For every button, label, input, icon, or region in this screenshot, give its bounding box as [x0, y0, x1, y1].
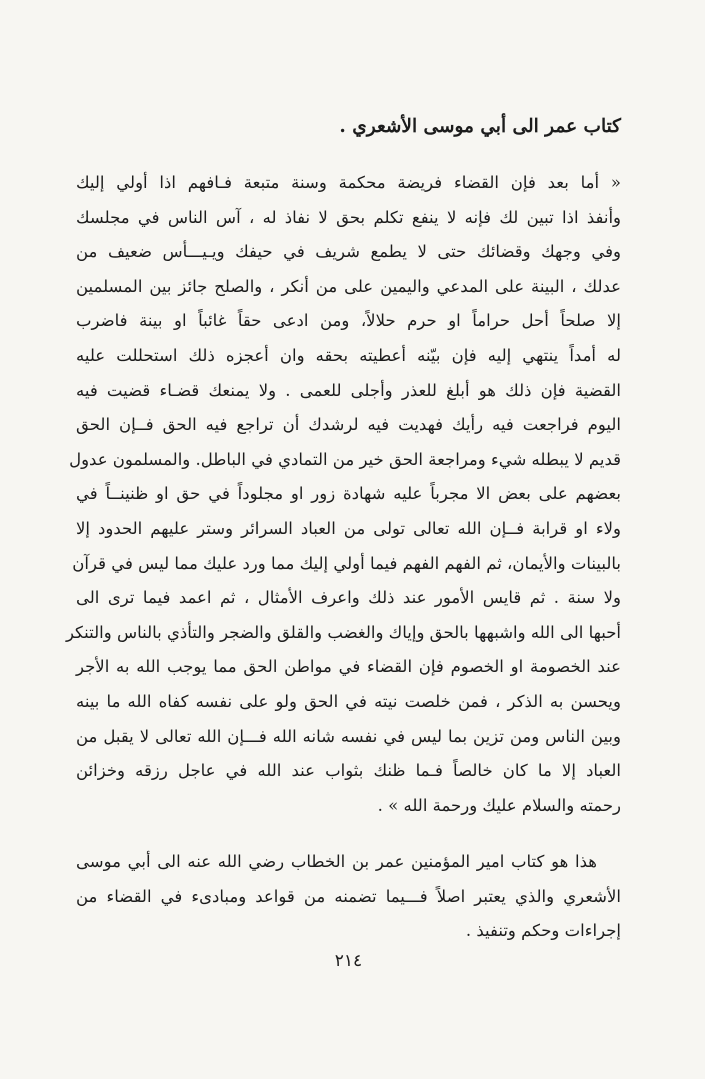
text-line: اليوم فراجعت فيه رأيك فهديت فيه لرشدك أن تراجع فيه الحق فــإن الحق	[76, 415, 621, 435]
text-line: إلا صلحاً أحل حراماً او حرم حلالاً، ومن ادعى حقاً غائباً او بينة فاضرب	[76, 311, 621, 331]
text-line: بالبينات والأيمان، ثم الفهم الفهم فيما أولي إليك مما ورد عليك مما ليس في قرآن	[72, 553, 621, 573]
text-line: إجراءات وحكم وتنفيذ .	[465, 921, 621, 941]
text-line: أحبها الى الله واشبهها بالحق وإياك والغضب والقلق والضجر والتأذي بالناس والتنكر	[65, 622, 621, 642]
text-line: القضية فإن ذلك هو أبلغ للعذر وأجلى للعمى . ولا يمنعك قضـاء قضيت فيه	[76, 380, 621, 400]
text-line: الأشعري والذي يعتبر اصلاً فـــيما تضمنه من قواعد ومبادىء في القضاء من	[76, 886, 621, 906]
text-line: له أمداً ينتهي إليه فإن بيّنه أعطيته بحقه وان أعجزه ذلك استحللت عليه	[76, 345, 621, 365]
text-line: وأنفذ اذا تبين لك فإنه لا ينفع تكلم بحق لا نفاذ له ، آس الناس في مجلسك	[76, 207, 621, 227]
commentary-paragraph	[76, 845, 621, 949]
text-line: عدلك ، البينة على المدعي واليمين على من أنكر ، والصلح جائز بين المسلمين	[76, 276, 621, 296]
text-line: وبين الناس ومن تزين بما ليس في نفسه شانه الله فـــإن الله تعالى لا يقبل من	[76, 726, 621, 746]
text-line: العباد إلا ما كان خالصاً فـما ظنك بثواب عند الله في عاجل رزقه وخزائن	[76, 761, 621, 781]
text-line: ولا سنة . ثم قايس الأمور عند ذلك واعرف الأمثال ، ثم اعمد فيما ترى الى	[76, 588, 621, 608]
letter-text	[65, 166, 621, 823]
text-line: عند الخصومة او الخصوم فإن القضاء في مواطن الحق مما يوجب الله به الأجر	[76, 657, 621, 677]
text-line: بعضهم على بعض الا مجرباً عليه شهادة زور او مجلوداً في حق او ظنينــاً في	[76, 484, 621, 504]
text-line: هذا هو كتاب امير المؤمنين عمر بن الخطاب رضي الله عنه الى أبي موسى	[76, 852, 597, 872]
text-line: وفي وجهك وقضائك حتى لا يطمع شريف في حيفك ويـيـــأس ضعيف من	[76, 242, 621, 262]
section-heading: كتاب عمر الى أبي موسى الأشعري .	[339, 116, 621, 137]
text-line: ويحسن به الذكر ، فمن خلصت نيته في الحق ولو على نفسه كفاه الله ما بينه	[76, 691, 621, 711]
book-page	[65, 108, 621, 1008]
text-line: قديم لا يبطله شيء ومراجعة الحق خير من التمادي في الباطل. والمسلمون عدول	[69, 449, 621, 469]
text-line: « أما بعد فإن القضاء فريضة محكمة وسنة متبعة فـافهم اذا أولي إليك	[76, 173, 621, 192]
text-line: رحمته والسلام عليك ورحمة الله » .	[377, 795, 621, 815]
page-number: ٢١٤	[334, 951, 363, 971]
text-line: ولاء او قرابة فــإن الله تعالى تولى من العباد السرائر وستر عليهم الحدود إلا	[76, 518, 621, 538]
